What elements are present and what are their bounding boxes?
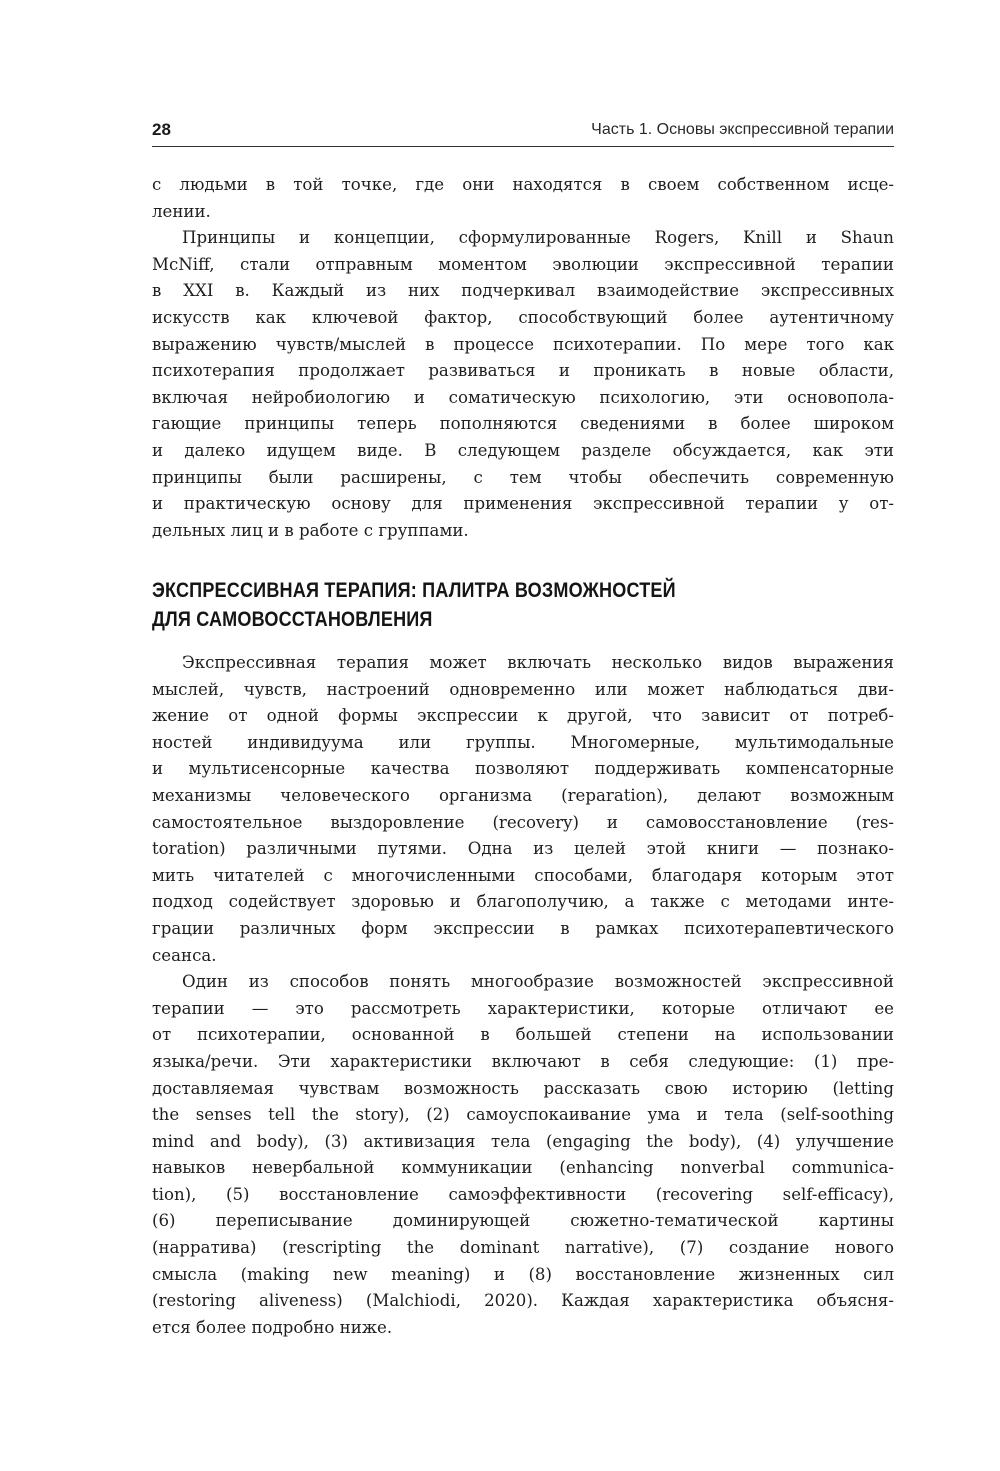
paragraph-first-line xyxy=(152,225,894,252)
text-line: toration) различными путями. Одна из целей этой книги — познако- xyxy=(152,839,894,859)
text-line: (нарратива) (rescripting the dominant narrative), (7) создание нового xyxy=(152,1238,894,1258)
text-line: сеанса. xyxy=(152,945,217,965)
paragraph-first-line xyxy=(152,969,894,996)
text-line: смысла (making new meaning) и (8) восстановление жизненных сил xyxy=(152,1264,894,1284)
text-line: в XXI в. Каждый из них подчеркивал взаимодействие экспрессивных xyxy=(152,281,894,301)
text-line: и практическую основу для применения экспрессивной терапии у от- xyxy=(152,494,894,514)
text-line: и далеко идущем виде. В следующем разделе обсуждается, как эти xyxy=(152,440,894,460)
text-line: (6) переписывание доминирующей сюжетно-тематической картины xyxy=(152,1211,894,1231)
text-line: дельных лиц и в работе с группами. xyxy=(152,520,469,540)
text-line: психотерапия продолжает развиваться и проникать в новые области, xyxy=(152,361,894,381)
text-line: the senses tell the story), (2) самоуспокаивание ума и тела (self-soothing xyxy=(152,1105,894,1125)
text-line: ется более подробно ниже. xyxy=(152,1317,393,1337)
text-line: включая нейробиологию и соматическую психологию, эти основопола- xyxy=(152,387,894,407)
running-header xyxy=(152,118,894,147)
text-line: McNiff, стали отправным моментом эволюции экспрессивной терапии xyxy=(152,254,894,274)
text-block-section xyxy=(152,650,894,1341)
text-line: жение от одной формы экспрессии к другой, что зависит от потреб- xyxy=(152,706,894,726)
section-heading-line: ЭКСПРЕССИВНАЯ ТЕРАПИЯ: ПАЛИТРА ВОЗМОЖНОСТЕЙ xyxy=(152,578,676,602)
text-line: лении. xyxy=(152,201,211,221)
text-line: Принципы и концепции, сформулированные Rogers, Knill и Shaun xyxy=(182,228,894,248)
text-block-intro xyxy=(152,172,894,544)
text-line: и мультисенсорные качества позволяют поддерживать компенсаторные xyxy=(152,759,894,779)
text-line: Экспрессивная терапия может включать несколько видов выражения xyxy=(182,653,894,672)
text-line: искусств как ключевой фактор, способствующий более аутентичному xyxy=(152,307,894,327)
text-line: с людьми в той точке, где они находятся в своем собственном исце- xyxy=(152,175,894,194)
section-heading-line: ДЛЯ САМОВОССТАНОВЛЕНИЯ xyxy=(152,607,433,631)
text-line: (restoring aliveness) (Malchiodi, 2020). Каждая характеристика объясня- xyxy=(152,1291,894,1311)
text-line: гающие принципы теперь пополняются сведениями в более широком xyxy=(152,414,894,434)
text-line: принципы были расширены, с тем чтобы обеспечить современную xyxy=(152,467,894,487)
text-line: языка/речи. Эти характеристики включают в себя следующие: (1) пре- xyxy=(152,1051,894,1071)
text-line: Один из способов понять многообразие возможностей экспрессивной xyxy=(182,972,894,992)
text-line: грации различных форм экспрессии в рамках психотерапевтического xyxy=(152,918,894,938)
text-line: от психотерапии, основанной в большей степени на использовании xyxy=(152,1025,894,1045)
text-line: tion), (5) восстановление самоэффективности (recovering self-efficacy), xyxy=(152,1184,894,1204)
text-line: подход содействует здоровью и благополучию, а также с методами инте- xyxy=(152,892,894,912)
text-line: мыслей, чувств, настроений одновременно или может наблюдаться дви- xyxy=(152,679,894,699)
page-number: 28 xyxy=(152,120,171,139)
paragraph-first-line xyxy=(152,650,894,677)
text-line: навыков невербальной коммуникации (enhancing nonverbal communica- xyxy=(152,1158,894,1178)
text-line: доставляемая чувствам возможность рассказать свою историю (letting xyxy=(152,1078,894,1098)
text-line: механизмы человеческого организма (reparation), делают возможным xyxy=(152,785,894,805)
section-heading xyxy=(152,576,775,634)
text-line: ностей индивидуума или группы. Многомерные, мультимодальные xyxy=(152,732,894,752)
running-head-title: Часть 1. Основы экспрессивной терапии xyxy=(591,121,894,138)
text-line: mind and body), (3) активизация тела (engaging the body), (4) улучшение xyxy=(152,1131,894,1151)
text-line: терапии — это рассмотреть характеристики, которые отличают ее xyxy=(152,998,894,1018)
text-line: выражению чувств/мыслей в процессе психотерапии. По мере того как xyxy=(152,334,894,354)
text-line: самостоятельное выздоровление (recovery) и самовосстановление (res- xyxy=(152,812,894,832)
text-line: мить читателей с многочисленными способами, благодаря которым этот xyxy=(152,865,894,885)
